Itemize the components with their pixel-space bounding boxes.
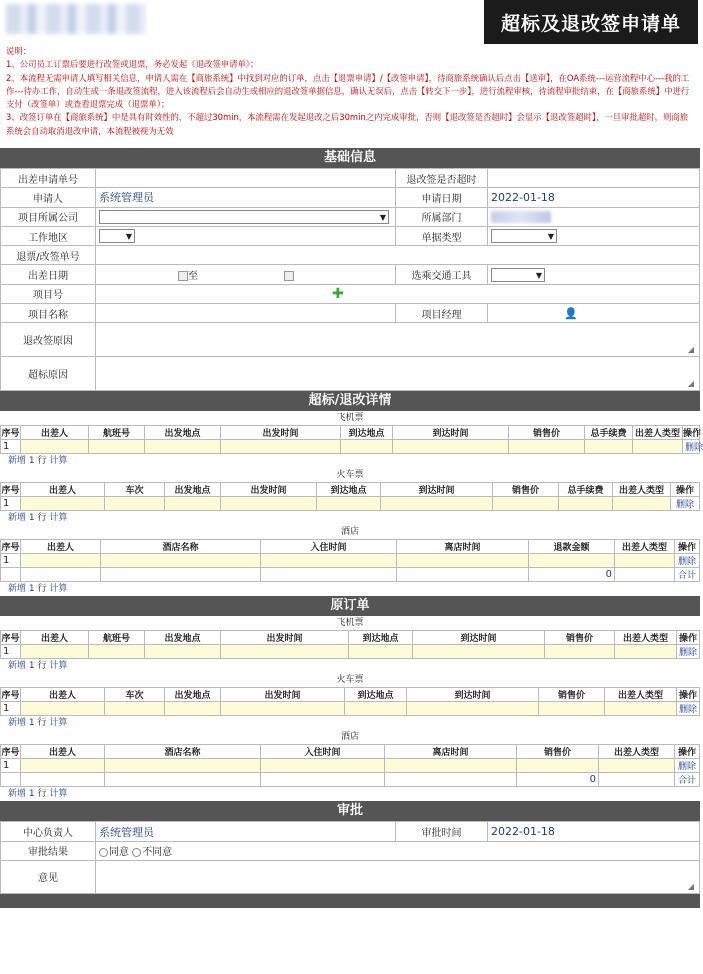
col-header: 车次 (105, 688, 165, 702)
cell-input[interactable] (101, 554, 261, 568)
cell-input[interactable] (529, 554, 615, 568)
refund-no-field (96, 246, 700, 265)
orig-train-table (0, 687, 700, 716)
calc-link[interactable]: 计算 (49, 456, 68, 467)
delete-row-link[interactable]: 删除 (677, 645, 700, 659)
col-header: 到达地点 (317, 483, 381, 497)
col-header: 出发时间 (221, 483, 317, 497)
col-header: 车次 (105, 483, 165, 497)
row-no: 1 (1, 759, 21, 773)
col-header: 序号 (1, 540, 21, 554)
col-header: 出差人 (21, 745, 105, 759)
table-row (1, 497, 700, 511)
row-unit: 行 (37, 661, 47, 672)
col-header: 序号 (1, 426, 21, 440)
note-line: 1、公司员工订票后要进行改签或退票，务必发起《退改签申请单》； (6, 59, 259, 70)
row-unit: 行 (37, 513, 47, 524)
delete-row-link[interactable]: 删除 (675, 554, 700, 568)
cell-input[interactable] (21, 645, 89, 659)
col-header: 序号 (1, 483, 21, 497)
add-row-bar (0, 454, 700, 468)
cell-input[interactable] (397, 554, 529, 568)
applicant-value: 系统管理员 (99, 191, 154, 205)
cell-input[interactable] (509, 440, 585, 454)
resize-grip-icon: ◢ (687, 345, 694, 355)
cell-input[interactable] (393, 440, 509, 454)
approval-form (0, 821, 700, 894)
col-header: 酒店名称 (101, 540, 261, 554)
row-count[interactable]: 1 (28, 456, 35, 467)
table-row (1, 554, 700, 568)
section-basic-info: 基础信息 (0, 148, 700, 168)
col-header: 出差人类型 (615, 631, 677, 645)
col-header: 出发地点 (145, 426, 221, 440)
cell-input[interactable] (21, 497, 105, 511)
col-header: 到达时间 (393, 426, 509, 440)
cell-input[interactable] (89, 440, 145, 454)
cell-input[interactable] (345, 702, 407, 716)
cell-input[interactable] (165, 702, 221, 716)
cell-input[interactable] (165, 497, 221, 511)
project-no-label: 项目号 (1, 284, 96, 303)
agree-radio[interactable] (99, 848, 108, 857)
col-header: 出差人类型 (613, 483, 671, 497)
table-row (1, 645, 700, 659)
col-header: 离店时间 (385, 745, 517, 759)
col-header: 出差人类型 (615, 540, 675, 554)
cell-input[interactable] (261, 759, 385, 773)
col-header: 操作 (683, 426, 700, 440)
col-header: 序号 (1, 631, 21, 645)
resize-grip-icon: ◢ (687, 379, 694, 389)
cell-input[interactable] (221, 702, 345, 716)
transport-select[interactable] (491, 268, 545, 282)
add-row-link[interactable]: 新增 (8, 661, 27, 672)
cell-input[interactable] (221, 440, 341, 454)
detail-flight-table (0, 425, 703, 454)
project-name-label: 项目名称 (1, 304, 96, 323)
col-header: 出发地点 (165, 688, 221, 702)
cell-input[interactable] (145, 440, 221, 454)
cell-input[interactable] (145, 645, 221, 659)
calc-link[interactable]: 计算 (49, 789, 68, 800)
col-header: 操作 (675, 745, 700, 759)
row-unit: 行 (37, 718, 47, 729)
apply-date-label: 申请日期 (396, 188, 488, 207)
disagree-label: 不同意 (142, 847, 173, 859)
orig-flight-table (0, 630, 700, 659)
cell-input[interactable] (633, 440, 683, 454)
chevron-down-icon: ▼ (535, 270, 542, 280)
page-title: 超标及退改签申请单 (484, 0, 698, 44)
note-line: 2、本流程无需申请人填写相关信息，申请人需在【商旅系统】中找到对应的订单，点击【退票申请】/【改签申请】，待商旅系统确认后点击【送审】，在OA系统---运营流程中心---我的工作---待办工作，自动生成一条退改签流程，进入该流程后会自动生成相应的退改签单据信息，确认无误后，点击【转交下一步】，进行流程审核，待流程审批结束，在【商旅系统】中进行支付（改签单）或查看退票完成（退票单）； (6, 72, 690, 110)
orig-hotel-table (0, 744, 700, 787)
row-count[interactable]: 1 (28, 718, 35, 729)
col-header: 出差人 (21, 540, 101, 554)
section-original-order: 原订单 (0, 596, 700, 616)
col-header: 销售价 (493, 483, 559, 497)
orig-flight-title: 飞机票 (336, 618, 364, 629)
cell-input[interactable] (539, 702, 605, 716)
row-no: 1 (1, 497, 21, 511)
detail-train-table (0, 482, 700, 511)
row-no: 1 (1, 440, 21, 454)
cell-input[interactable] (105, 702, 165, 716)
company-logo (6, 4, 146, 34)
delete-row-link[interactable]: 删除 (683, 440, 700, 454)
cell-input[interactable] (221, 645, 349, 659)
cell-input[interactable] (349, 645, 413, 659)
calc-link[interactable]: 计算 (49, 513, 68, 524)
col-header: 到达时间 (407, 688, 539, 702)
company-select[interactable] (99, 210, 389, 224)
doc-type-select[interactable] (491, 229, 557, 243)
cell-input[interactable] (21, 554, 101, 568)
col-header: 销售价 (509, 426, 585, 440)
cell-input[interactable] (21, 440, 89, 454)
row-count[interactable]: 1 (28, 513, 35, 524)
add-project-icon[interactable]: ✚ (332, 285, 344, 302)
col-header: 出发时间 (221, 631, 349, 645)
doc-type-label: 单据类型 (396, 226, 488, 245)
sales-total: 0 (517, 773, 599, 787)
delete-row-link[interactable]: 删除 (675, 759, 700, 773)
col-header: 销售价 (545, 631, 615, 645)
cell-input[interactable] (105, 497, 165, 511)
cell-input[interactable] (21, 702, 105, 716)
table-row (1, 440, 700, 454)
col-header: 序号 (1, 745, 21, 759)
leader-label: 中心负责人 (1, 822, 96, 841)
cell-input[interactable] (221, 497, 317, 511)
table-row (1, 702, 700, 716)
work-area-select[interactable] (99, 229, 135, 243)
overtime-field (488, 169, 700, 188)
row-no: 1 (1, 645, 21, 659)
cell-input[interactable] (615, 554, 675, 568)
person-picker-icon[interactable]: 👤 (564, 306, 578, 320)
detail-flight-title: 飞机票 (336, 413, 364, 424)
to-label: 至 (188, 271, 198, 283)
calendar-icon[interactable] (178, 271, 188, 281)
project-name-field (96, 304, 396, 323)
table-header-row (1, 540, 700, 554)
col-header: 销售价 (539, 688, 605, 702)
cell-input[interactable] (89, 645, 145, 659)
cell-input[interactable] (21, 759, 105, 773)
add-row-link[interactable]: 新增 (8, 718, 27, 729)
trip-no-field[interactable] (96, 169, 396, 188)
col-header: 入住时间 (261, 745, 385, 759)
col-header: 总手续费 (559, 483, 613, 497)
total-row (1, 568, 700, 582)
agree-label: 同意 (109, 847, 129, 859)
col-header: 出差人 (21, 426, 89, 440)
total-link[interactable]: 合计 (675, 568, 700, 582)
delete-row-link[interactable]: 删除 (671, 497, 700, 511)
cell-input[interactable] (381, 497, 493, 511)
col-header: 序号 (1, 688, 21, 702)
company-label: 项目所属公司 (1, 207, 96, 226)
chevron-down-icon: ▼ (125, 232, 132, 242)
opinion-label: 意见 (1, 860, 96, 893)
col-header: 操作 (677, 688, 700, 702)
col-header: 操作 (671, 483, 700, 497)
add-row-link[interactable]: 新增 (8, 789, 27, 800)
col-header: 航班号 (89, 631, 145, 645)
col-header: 操作 (675, 540, 700, 554)
page-header (0, 0, 700, 44)
col-header: 销售价 (517, 745, 599, 759)
approval-time-label: 审批时间 (396, 822, 488, 841)
col-header: 出差人 (21, 631, 89, 645)
total-row (1, 773, 700, 787)
cell-input[interactable] (407, 702, 539, 716)
col-header: 到达地点 (345, 688, 407, 702)
travel-date-label: 出差日期 (1, 265, 96, 284)
calc-link[interactable]: 计算 (49, 718, 68, 729)
col-header: 出差人类型 (633, 426, 683, 440)
detail-hotel-table (0, 539, 700, 582)
refund-total: 0 (529, 568, 615, 582)
col-header: 出发时间 (221, 688, 345, 702)
cell-input[interactable] (385, 759, 517, 773)
add-row-bar (0, 787, 700, 801)
pm-label: 项目经理 (396, 304, 488, 323)
chevron-down-icon: ▼ (547, 232, 554, 242)
detail-hotel-title: 酒店 (340, 527, 359, 538)
overtime-label: 退改签是否超时 (396, 169, 488, 188)
row-count[interactable]: 1 (28, 661, 35, 672)
add-row-link[interactable]: 新增 (8, 456, 27, 467)
basic-info-form (0, 168, 700, 391)
cell-input[interactable] (517, 759, 599, 773)
cell-input[interactable] (585, 440, 633, 454)
row-unit: 行 (37, 584, 47, 595)
reason-textarea[interactable] (96, 323, 700, 357)
section-approval: 审批 (0, 801, 700, 821)
calendar-icon[interactable] (284, 271, 294, 281)
col-header: 出发地点 (165, 483, 221, 497)
section-detail: 超标/退改详情 (0, 391, 700, 411)
col-header: 出差人类型 (599, 745, 675, 759)
col-header: 离店时间 (397, 540, 529, 554)
apply-date-value: 2022-01-18 (491, 190, 555, 204)
instructions (0, 44, 700, 148)
col-header: 出差人 (21, 483, 105, 497)
cell-input[interactable] (615, 645, 677, 659)
calc-link[interactable]: 计算 (49, 661, 68, 672)
add-row-bar (0, 716, 700, 730)
row-no: 1 (1, 702, 21, 716)
note-line: 3、改签订单在【商旅系统】中是具有时效性的，不超过30min，本流程需在发起退改之后30min之内完成审批，否则【退改签是否超时】会显示【退改签超时】，一旦审批超时，则商旅系统会自动取消退改申请，本流程被视为无效 (6, 112, 689, 136)
applicant-label: 申请人 (1, 188, 96, 207)
table-header-row (1, 483, 700, 497)
approval-time-value: 2022-01-18 (491, 825, 555, 839)
table-header-row (1, 688, 700, 702)
add-row-link[interactable]: 新增 (8, 584, 27, 595)
row-unit: 行 (37, 789, 47, 800)
table-header-row (1, 426, 700, 440)
row-count[interactable]: 1 (28, 584, 35, 595)
reason-label: 退改签原因 (1, 323, 96, 357)
cell-input[interactable] (493, 497, 559, 511)
cell-input[interactable] (599, 759, 675, 773)
orig-train-title: 火车票 (336, 675, 364, 686)
cell-input[interactable] (317, 497, 381, 511)
row-count[interactable]: 1 (28, 789, 35, 800)
cell-input[interactable] (559, 497, 613, 511)
transport-label: 选乘交通工具 (396, 265, 488, 284)
cell-input[interactable] (105, 759, 261, 773)
cell-input[interactable] (261, 554, 397, 568)
cell-input[interactable] (613, 497, 671, 511)
refund-no-label: 退票/改签单号 (1, 246, 96, 265)
work-area-label: 工作地区 (1, 226, 96, 245)
dept-label: 所属部门 (396, 207, 488, 226)
dept-value-redacted (491, 211, 551, 223)
col-header: 出差人 (21, 688, 105, 702)
col-header: 航班号 (89, 426, 145, 440)
note-line: 说明： (6, 46, 32, 56)
col-header: 到达地点 (341, 426, 393, 440)
col-header: 酒店名称 (105, 745, 261, 759)
row-unit: 行 (37, 456, 47, 467)
disagree-radio[interactable] (132, 848, 141, 857)
col-header: 出差人类型 (605, 688, 677, 702)
over-reason-textarea[interactable] (96, 357, 700, 391)
detail-train-title: 火车票 (336, 470, 364, 481)
table-row (1, 759, 700, 773)
add-row-link[interactable]: 新增 (8, 513, 27, 524)
chevron-down-icon: ▼ (379, 212, 386, 222)
table-header-row (1, 745, 700, 759)
total-link[interactable]: 合计 (675, 773, 700, 787)
col-header: 总手续费 (585, 426, 633, 440)
col-header: 到达时间 (413, 631, 545, 645)
result-label: 审批结果 (1, 841, 96, 860)
opinion-textarea[interactable] (96, 860, 700, 893)
cell-input[interactable] (605, 702, 677, 716)
col-header: 退款金额 (529, 540, 615, 554)
add-row-bar (0, 582, 700, 596)
leader-value: 系统管理员 (99, 825, 154, 839)
delete-row-link[interactable]: 删除 (677, 702, 700, 716)
row-no: 1 (1, 554, 21, 568)
col-header: 出发地点 (145, 631, 221, 645)
resize-grip-icon: ◢ (687, 881, 694, 891)
cell-input[interactable] (413, 645, 545, 659)
calc-link[interactable]: 计算 (49, 584, 68, 595)
footer-bar (0, 894, 700, 908)
col-header: 入住时间 (261, 540, 397, 554)
add-row-bar (0, 511, 700, 525)
add-row-bar (0, 659, 700, 673)
trip-no-label: 出差申请单号 (1, 169, 96, 188)
cell-input[interactable] (545, 645, 615, 659)
col-header: 操作 (677, 631, 700, 645)
col-header: 到达地点 (349, 631, 413, 645)
orig-hotel-title: 酒店 (340, 732, 359, 743)
col-header: 到达时间 (381, 483, 493, 497)
over-reason-label: 超标原因 (1, 357, 96, 391)
col-header: 出发时间 (221, 426, 341, 440)
cell-input[interactable] (341, 440, 393, 454)
table-header-row (1, 631, 700, 645)
